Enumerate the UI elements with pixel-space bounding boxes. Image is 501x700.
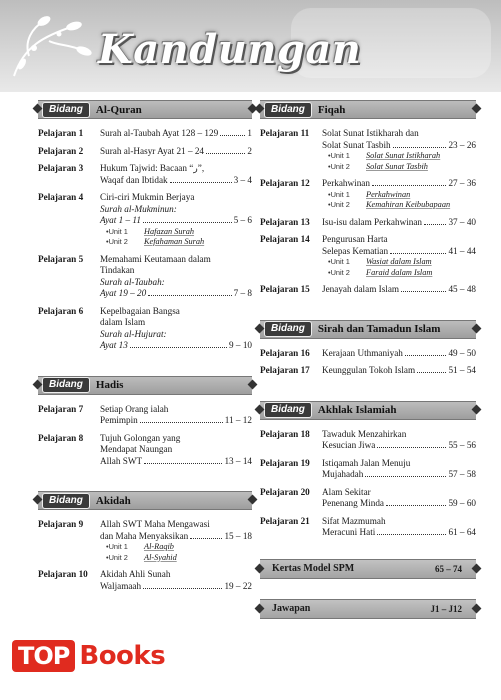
- unit-label: • Unit 1: [328, 257, 366, 268]
- section-name: Fiqah: [317, 103, 346, 116]
- lesson-title: Surah al-Taubah Ayat 128 – 129: [100, 128, 219, 138]
- lesson-title: Pemimpin: [100, 415, 138, 425]
- lesson-body: [100, 163, 252, 186]
- lesson-entry[interactable]: [260, 128, 476, 172]
- lesson-line: [100, 444, 252, 456]
- unit-entry: [322, 162, 476, 173]
- lesson-title: Kepelbagaian Bangsa: [100, 305, 180, 316]
- section-header: [260, 320, 476, 339]
- lesson-entry[interactable]: [260, 178, 476, 211]
- lesson-title: Memahami Keutamaan dalam: [100, 253, 211, 264]
- dot-leader: [130, 347, 227, 348]
- lesson-title: Mendapat Naungan: [100, 444, 173, 454]
- section-name: Akidah: [95, 494, 131, 507]
- section-spacer: [260, 302, 476, 320]
- lesson-entry[interactable]: [260, 284, 476, 296]
- lesson-line: [322, 234, 476, 246]
- lesson-body: [322, 348, 476, 360]
- lesson-number: Pelajaran 9: [38, 519, 84, 529]
- diamond-icon: [33, 495, 43, 505]
- topbooks-logo: [12, 636, 165, 676]
- lesson-title: Mujahadah: [322, 469, 364, 479]
- page-number: 13 – 14: [224, 455, 252, 466]
- unit-entry: [100, 553, 252, 564]
- unit-label: • Unit 1: [328, 190, 366, 201]
- unit-entry: [322, 268, 476, 279]
- lesson-entry[interactable]: [38, 192, 252, 248]
- section-header: [38, 100, 252, 119]
- lesson-number: Pelajaran 12: [260, 178, 310, 188]
- dot-leader: [143, 588, 222, 589]
- lesson-entry[interactable]: [260, 458, 476, 481]
- lesson-title: Kerajaan Uthmaniyah: [322, 347, 403, 358]
- lesson-body: [100, 404, 252, 427]
- lesson-number: Pelajaran 10: [38, 569, 88, 579]
- lesson-title: Ciri-ciri Mukmin Berjaya: [100, 192, 195, 202]
- lesson-line: [100, 569, 252, 581]
- lesson-title: Sifat Mazmumah: [322, 515, 386, 526]
- lesson-line: [100, 317, 252, 329]
- section-spacer: [260, 579, 476, 599]
- unit-label: • Unit 1: [106, 227, 144, 238]
- lesson-line: [100, 192, 252, 204]
- lesson-title: Keunggulan Tokoh Islam: [322, 365, 416, 375]
- diamond-icon: [255, 603, 265, 613]
- lesson-line: [100, 581, 252, 593]
- lesson-title: Tawaduk Menzahirkan: [322, 428, 407, 439]
- diamond-icon: [248, 379, 258, 389]
- lesson-line: [100, 433, 252, 445]
- lesson-number: Pelajaran 14: [260, 234, 310, 244]
- lesson-title: Waljamaah: [100, 580, 142, 591]
- section-spacer: [260, 383, 476, 401]
- lesson-body: [322, 487, 476, 510]
- lesson-line: [100, 288, 252, 300]
- lesson-line: [100, 456, 252, 468]
- lesson-line: [322, 487, 476, 499]
- lesson-body: [322, 458, 476, 481]
- unit-label: • Unit 2: [106, 553, 144, 564]
- special-label: Kertas Model SPM: [272, 563, 355, 574]
- lesson-line: [100, 340, 252, 352]
- logo-books: Books: [79, 641, 166, 671]
- lesson-title: dan Maha Menyaksikan: [100, 530, 189, 541]
- lesson-body: [322, 128, 476, 172]
- lesson-line: [322, 365, 476, 377]
- logo-top: TOP: [12, 640, 75, 672]
- lesson-body: [100, 569, 252, 592]
- section-spacer: [38, 473, 252, 491]
- dot-leader: [372, 185, 446, 186]
- dot-leader: [206, 153, 245, 154]
- page-number: J1 – J12: [430, 603, 462, 614]
- lesson-title: Waqaf dan Ibtidak: [100, 174, 168, 185]
- section-spacer: [38, 358, 252, 376]
- lesson-line: [100, 175, 252, 187]
- lesson-line: [322, 440, 476, 452]
- lesson-number: Pelajaran 4: [38, 192, 84, 202]
- unit-title: Kemahiran Keibubapaan: [366, 200, 451, 209]
- page-number: 11 – 12: [224, 415, 252, 425]
- dot-leader: [148, 295, 231, 296]
- lesson-title: Alam Sekitar: [322, 486, 371, 497]
- lesson-entry[interactable]: [38, 128, 252, 140]
- lesson-number: Pelajaran 13: [260, 216, 310, 227]
- lesson-title: Tindakan: [100, 265, 135, 275]
- lesson-title: Pengurusan Harta: [322, 234, 388, 244]
- section-header: [38, 491, 252, 510]
- section-tag: Bidang: [264, 102, 312, 118]
- lesson-title: Selepas Kematian: [322, 245, 389, 256]
- lesson-line: [322, 140, 476, 152]
- dot-leader: [143, 222, 232, 223]
- lesson-body: [100, 146, 252, 158]
- unit-label: • Unit 2: [328, 162, 366, 173]
- dot-leader: [377, 447, 446, 448]
- lesson-title: Meracuni Hati: [322, 527, 376, 537]
- lesson-line: [322, 348, 476, 360]
- page-number: 61 – 64: [448, 527, 476, 537]
- lesson-line: [100, 329, 252, 341]
- lesson-entry[interactable]: [38, 569, 252, 592]
- diamond-icon: [255, 563, 265, 573]
- lesson-body: [100, 306, 252, 352]
- section-tag: Bidang: [42, 377, 90, 393]
- lesson-line: [100, 204, 252, 216]
- lesson-title: Solat Sunat Istikharah dan: [322, 128, 419, 138]
- unit-entry: [100, 227, 252, 238]
- unit-entry: [322, 190, 476, 201]
- special-label: Jawapan: [272, 603, 311, 614]
- unit-label: • Unit 1: [106, 542, 144, 553]
- lesson-title: Allah SWT: [100, 455, 143, 466]
- lesson-line: [100, 531, 252, 543]
- lesson-line: [322, 498, 476, 510]
- lesson-entry[interactable]: [260, 234, 476, 278]
- page-number: 49 – 50: [448, 347, 476, 358]
- page-number: 23 – 26: [448, 139, 476, 150]
- lesson-line: [322, 469, 476, 481]
- lesson-line: [322, 178, 476, 190]
- diamond-icon: [248, 495, 258, 505]
- lesson-entry[interactable]: [38, 163, 252, 186]
- section-name: Al-Quran: [95, 103, 142, 116]
- page-number: 37 – 40: [448, 216, 476, 227]
- lesson-entry[interactable]: [38, 306, 252, 352]
- dot-leader: [417, 372, 446, 373]
- unit-title: Perkahwinan: [366, 189, 411, 199]
- section-spacer: [260, 545, 476, 559]
- special-section[interactable]: [260, 559, 476, 579]
- page-number: 59 – 60: [448, 498, 476, 508]
- lesson-number: Pelajaran 6: [38, 305, 84, 316]
- lesson-entry[interactable]: [260, 429, 476, 452]
- lesson-entry[interactable]: [38, 404, 252, 427]
- lesson-number: Pelajaran 5: [38, 253, 84, 264]
- header-banner: [0, 0, 501, 92]
- dot-leader: [401, 291, 446, 292]
- lesson-title: Ayat 19 – 20: [100, 288, 147, 298]
- page-number: 1: [247, 128, 252, 138]
- page-number: 7 – 8: [233, 288, 252, 298]
- lesson-body: [100, 433, 252, 468]
- lesson-line: [100, 415, 252, 427]
- unit-title: Al-Syahid: [144, 552, 177, 562]
- lesson-title: Jenayah dalam Islam: [322, 284, 400, 294]
- unit-label: • Unit 2: [328, 200, 366, 211]
- unit-title: Wasiat dalam Islam: [366, 257, 432, 266]
- left-column: [38, 100, 252, 598]
- lesson-body: [100, 254, 252, 300]
- dot-leader: [386, 505, 446, 506]
- lesson-entry[interactable]: [260, 516, 476, 539]
- lesson-body: [322, 234, 476, 278]
- lesson-title: Surah al-Taubah:: [100, 276, 165, 287]
- page-number: 51 – 54: [448, 365, 476, 375]
- unit-entry: [322, 257, 476, 268]
- lesson-body: [100, 192, 252, 248]
- dot-leader: [140, 422, 223, 423]
- lesson-entry[interactable]: [38, 433, 252, 468]
- lesson-number: Pelajaran 2: [38, 145, 84, 156]
- unit-entry: [100, 237, 252, 248]
- unit-entry: [100, 542, 252, 553]
- section-tag: Bidang: [264, 321, 312, 337]
- lesson-title: Isu-isu dalam Perkahwinan: [322, 216, 423, 227]
- page-number: 2: [247, 145, 252, 156]
- lesson-title: Istiqamah Jalan Menuju: [322, 457, 411, 468]
- lesson-entry[interactable]: [260, 487, 476, 510]
- lesson-line: [322, 429, 476, 441]
- lesson-body: [322, 516, 476, 539]
- unit-title: Solat Sunat Istikharah: [366, 151, 441, 160]
- lesson-title: Perkahwinan: [322, 178, 370, 188]
- lesson-title: Penenang Minda: [322, 498, 385, 508]
- lesson-title: Hukum Tajwid: Bacaan “ﺭ”,: [100, 163, 205, 173]
- section-header: [260, 401, 476, 420]
- lesson-number: Pelajaran 20: [260, 486, 310, 497]
- page-number: 65 – 74: [435, 563, 462, 574]
- page-number: 41 – 44: [448, 245, 476, 256]
- special-section[interactable]: [260, 599, 476, 619]
- diamond-icon: [472, 104, 482, 114]
- lesson-entry[interactable]: [260, 365, 476, 377]
- lesson-entry[interactable]: [38, 146, 252, 158]
- dot-leader: [393, 147, 447, 148]
- lesson-number: Pelajaran 16: [260, 347, 310, 358]
- lesson-line: [100, 128, 252, 140]
- lesson-line: [322, 516, 476, 528]
- lesson-number: Pelajaran 11: [260, 128, 310, 138]
- page-number: 15 – 18: [224, 530, 252, 541]
- right-column: [260, 100, 476, 619]
- lesson-line: [100, 215, 252, 227]
- dot-leader: [190, 538, 222, 539]
- dot-leader: [170, 182, 232, 183]
- diamond-icon: [472, 563, 482, 573]
- page-number: 27 – 36: [448, 178, 476, 188]
- unit-title: Faraid dalam Islam: [366, 267, 433, 277]
- lesson-line: [100, 163, 252, 175]
- lesson-line: [322, 527, 476, 539]
- unit-title: Al-Raqib: [144, 542, 174, 551]
- diamond-icon: [472, 404, 482, 414]
- unit-label: • Unit 1: [328, 151, 366, 162]
- unit-entry: [322, 200, 476, 211]
- lesson-title: Surah al-Mukminun:: [100, 203, 177, 214]
- unit-label: • Unit 2: [106, 237, 144, 248]
- lesson-line: [322, 217, 476, 229]
- section-tag: Bidang: [42, 493, 90, 509]
- section-name: Sirah dan Tamadun Islam: [317, 323, 441, 335]
- diamond-icon: [472, 603, 482, 613]
- lesson-body: [322, 284, 476, 296]
- lesson-line: [100, 277, 252, 289]
- lesson-body: [322, 217, 476, 229]
- lesson-entry[interactable]: [38, 254, 252, 300]
- page-number: 55 – 56: [448, 440, 476, 450]
- unit-label: • Unit 2: [328, 268, 366, 279]
- lesson-number: Pelajaran 17: [260, 365, 310, 375]
- section-name: Akhlak Islamiah: [317, 404, 397, 416]
- lesson-line: [100, 306, 252, 318]
- lesson-title: Ayat 13: [100, 340, 128, 350]
- section-tag: Bidang: [42, 102, 90, 118]
- dot-leader: [405, 355, 447, 356]
- lesson-line: [100, 254, 252, 266]
- page-number: 19 – 22: [224, 580, 252, 591]
- dot-leader: [220, 135, 245, 136]
- lesson-title: Allah SWT Maha Mengawasi: [100, 519, 210, 529]
- lesson-line: [322, 458, 476, 470]
- unit-title: Kefahaman Surah: [144, 237, 205, 246]
- lesson-line: [322, 284, 476, 296]
- lesson-line: [100, 146, 252, 158]
- lesson-body: [100, 128, 252, 140]
- unit-title: Hafazan Surah: [144, 226, 195, 236]
- lesson-number: Pelajaran 3: [38, 163, 84, 173]
- lesson-number: Pelajaran 15: [260, 284, 310, 294]
- unit-entry: [322, 151, 476, 162]
- dot-leader: [377, 534, 446, 535]
- page-title: Kandungan: [98, 26, 362, 73]
- lesson-line: [322, 246, 476, 258]
- lesson-line: [100, 265, 252, 277]
- lesson-body: [322, 429, 476, 452]
- lesson-number: Pelajaran 19: [260, 457, 310, 468]
- diamond-icon: [33, 379, 43, 389]
- lesson-line: [100, 404, 252, 416]
- lesson-body: [322, 178, 476, 211]
- page-number: 9 – 10: [229, 340, 252, 350]
- lesson-entry[interactable]: [260, 217, 476, 229]
- lesson-title: Surah al-Hasyr Ayat 21 – 24: [100, 145, 205, 156]
- lesson-title: dalam Islam: [100, 317, 146, 327]
- page-number: 57 – 58: [448, 469, 476, 479]
- lesson-title: Ayat 1 – 11: [100, 215, 141, 225]
- dot-leader: [365, 476, 446, 477]
- lesson-title: Solat Sunat Tasbih: [322, 139, 391, 150]
- lesson-title: Tujuh Golongan yang: [100, 432, 181, 443]
- page-number: 5 – 6: [233, 215, 252, 225]
- lesson-entry[interactable]: [260, 348, 476, 360]
- lesson-number: Pelajaran 18: [260, 428, 310, 439]
- page-number: 45 – 48: [448, 284, 476, 294]
- lesson-title: Akidah Ahli Sunah: [100, 569, 171, 579]
- dot-leader: [424, 224, 446, 225]
- lesson-number: Pelajaran 21: [260, 515, 310, 526]
- lesson-body: [322, 365, 476, 377]
- dot-leader: [390, 253, 446, 254]
- lesson-title: Surah al-Hujurat:: [100, 328, 167, 339]
- lesson-title: Setiap Orang ialah: [100, 403, 169, 414]
- page-number: 3 – 4: [233, 174, 252, 185]
- unit-title: Solat Sunat Tasbih: [366, 161, 428, 171]
- lesson-body: [100, 519, 252, 563]
- section-name: Hadis: [95, 379, 124, 391]
- section-tag: Bidang: [264, 402, 312, 418]
- dot-leader: [144, 463, 222, 464]
- lesson-number: Pelajaran 7: [38, 403, 84, 414]
- floral-flourish-icon: [4, 6, 96, 86]
- lesson-entry[interactable]: [38, 519, 252, 563]
- lesson-number: Pelajaran 1: [38, 128, 84, 138]
- diamond-icon: [472, 323, 482, 333]
- diamond-icon: [255, 104, 265, 114]
- section-header: [260, 100, 476, 119]
- section-header: [38, 376, 252, 395]
- lesson-line: [100, 519, 252, 531]
- diamond-icon: [33, 104, 43, 114]
- diamond-icon: [255, 404, 265, 414]
- lesson-line: [322, 128, 476, 140]
- lesson-number: Pelajaran 8: [38, 432, 84, 443]
- lesson-title: Kesucian Jiwa: [322, 440, 376, 450]
- diamond-icon: [255, 323, 265, 333]
